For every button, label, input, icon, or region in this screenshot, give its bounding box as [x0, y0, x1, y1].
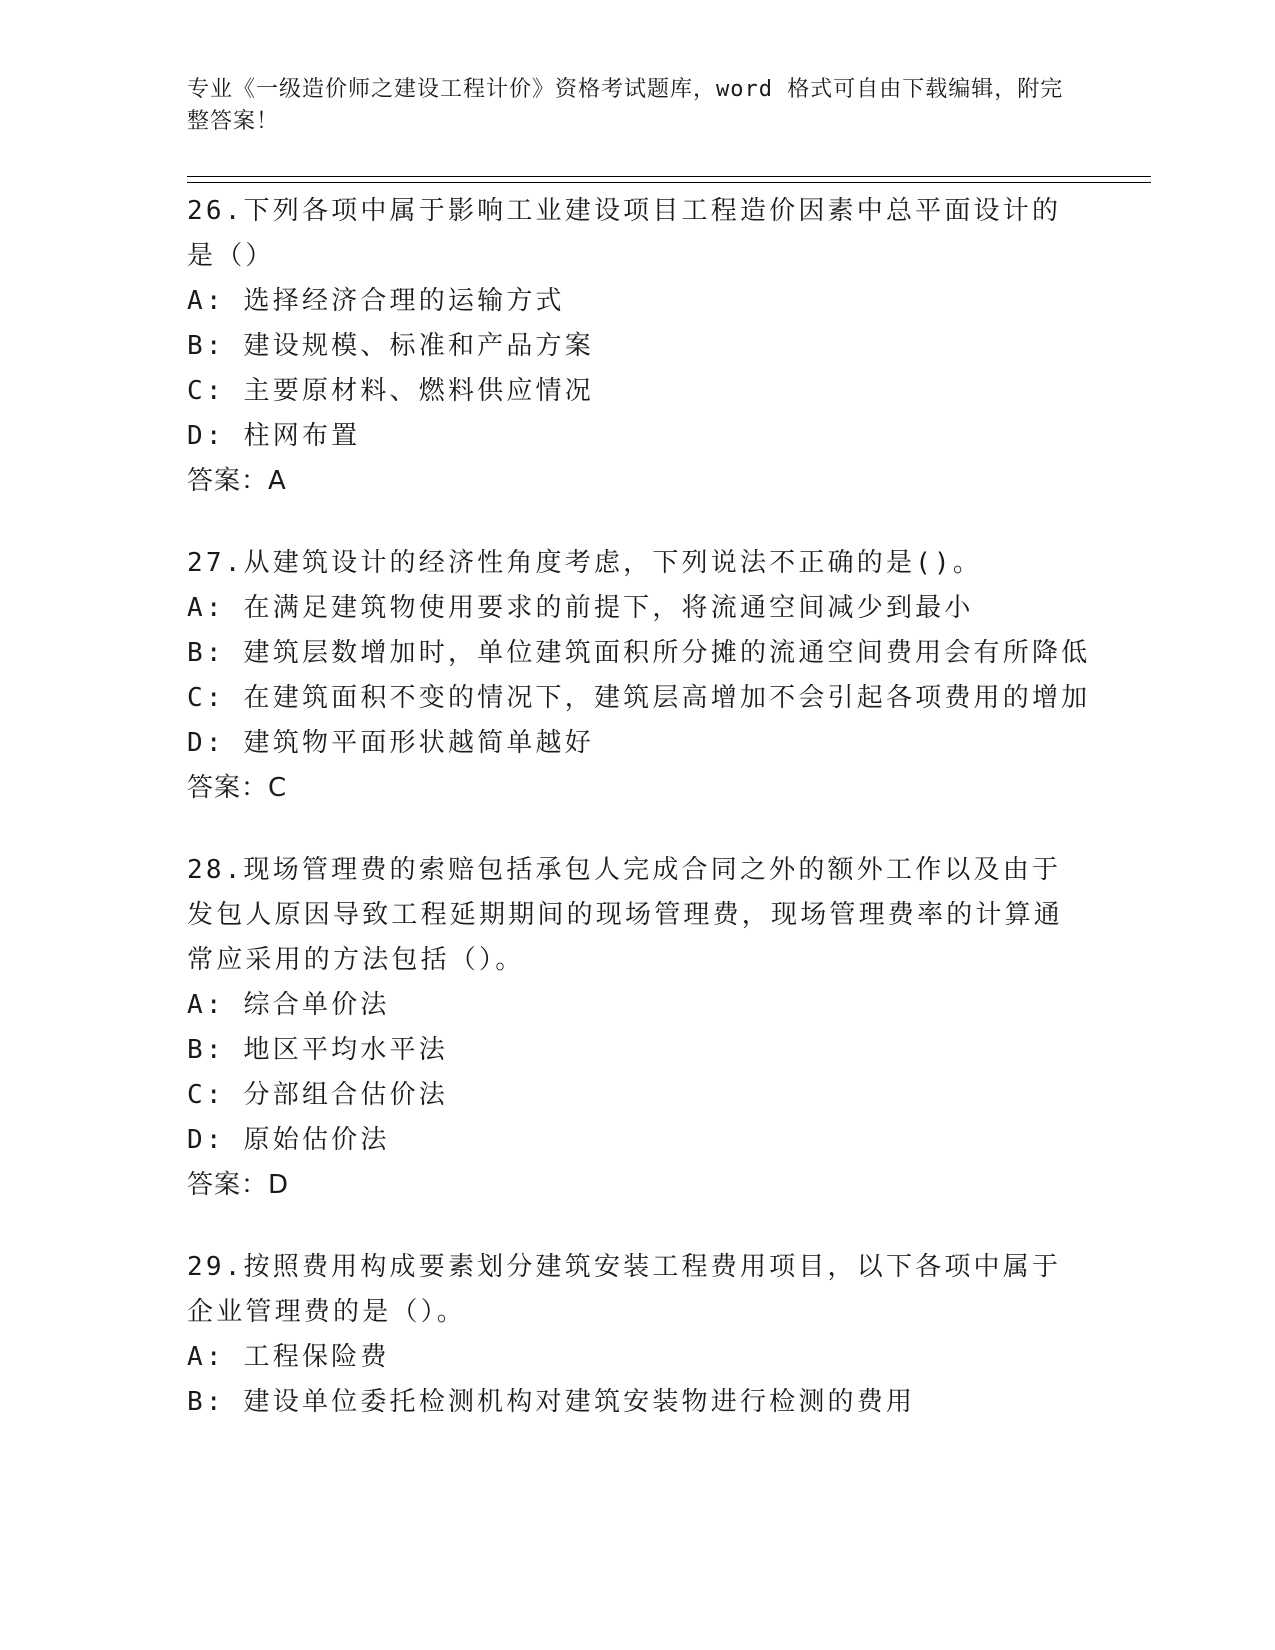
option-b: B: 建设单位委托检测机构对建筑安装物进行检测的费用 [187, 1387, 916, 1417]
question-stem: 26.下列各项中属于影响工业建设项目工程造价因素中总平面设计的是（） [187, 196, 1062, 271]
document-header: 专业《一级造价师之建设工程计价》资格考试题库，word 格式可自由下载编辑，附完整答案！ [187, 77, 1064, 134]
option-a: A: 在满足建筑物使用要求的前提下，将流通空间减少到最小 [187, 593, 974, 623]
option-b: B: 建设规模、标准和产品方案 [187, 331, 594, 361]
option-b: B: 地区平均水平法 [187, 1035, 448, 1065]
option-a: A: 综合单价法 [187, 990, 390, 1020]
question-29 [187, 1245, 1087, 1425]
answer: 答案：C [187, 773, 288, 803]
question-stem: 27.从建筑设计的经济性角度考虑，下列说法不正确的是()。 [187, 548, 983, 578]
option-c: C: 分部组合估价法 [187, 1080, 448, 1110]
question-28 [187, 848, 1087, 1208]
question-list [187, 189, 1091, 1462]
option-c: C: 主要原材料、燃料供应情况 [187, 376, 594, 406]
question-stem: 29.按照费用构成要素划分建筑安装工程费用项目，以下各项中属于企业管理费的是（）。 [187, 1252, 1062, 1327]
question-27 [187, 541, 1091, 811]
option-b: B: 建筑层数增加时，单位建筑面积所分摊的流通空间费用会有所降低 [187, 638, 1091, 668]
header-rule-bottom [187, 182, 1151, 183]
answer: 答案：D [187, 1170, 290, 1200]
question-stem: 28.现场管理费的索赔包括承包人完成合同之外的额外工作以及由于发包人原因导致工程延期期间的现场管理费，现场管理费率的计算通常应采用的方法包括（）。 [187, 855, 1064, 975]
option-a: A: 选择经济合理的运输方式 [187, 286, 565, 316]
question-26 [187, 189, 1087, 504]
option-c: C: 在建筑面积不变的情况下，建筑层高增加不会引起各项费用的增加 [187, 683, 1091, 713]
header-rule-top [187, 176, 1151, 177]
option-d: D: 原始估价法 [187, 1125, 390, 1155]
answer: 答案：A [187, 466, 287, 496]
option-a: A: 工程保险费 [187, 1342, 390, 1372]
option-d: D: 柱网布置 [187, 421, 361, 451]
option-d: D: 建筑物平面形状越简单越好 [187, 728, 594, 758]
